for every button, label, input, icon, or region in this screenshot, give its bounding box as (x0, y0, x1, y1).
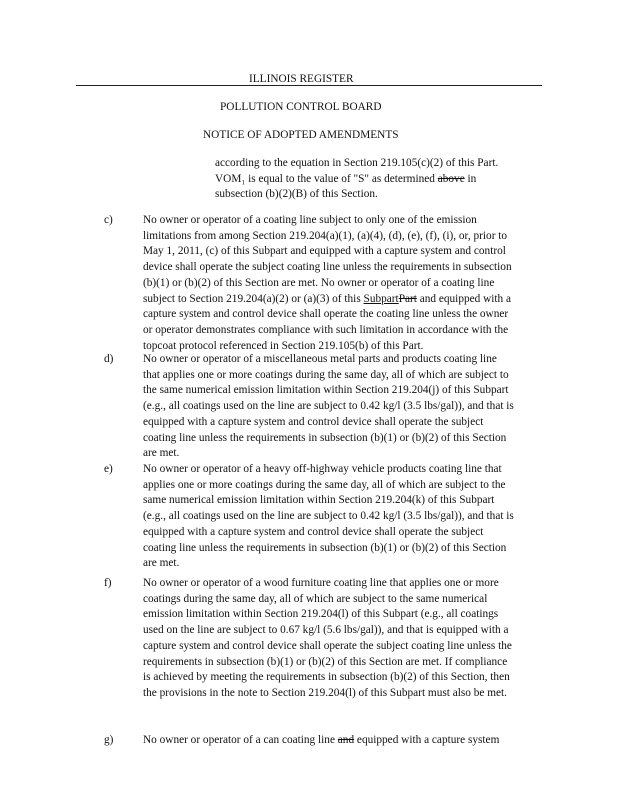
text-line (143, 292, 521, 308)
text-line: (b)(1) or (b)(2) of this Section are met. No owner or operator of a coating line (143, 276, 495, 289)
paragraph-marker-f: f) (104, 577, 112, 589)
paragraph-marker-e: e) (104, 463, 113, 475)
text-line: limitations from among Section 219.204(a)(1), (a)(4), (d), (e), (f), (i), or, prior to (143, 229, 508, 242)
text-line: capture system and control device shall operate the coating line unless the owner (143, 308, 509, 321)
text-line: topcoat protocol referenced in Section 219.105(b) of this Part. (143, 339, 424, 352)
paragraph-g (143, 733, 521, 749)
text-line: the provisions in the note to Section 219.204(l) of this Subpart must also be met. (143, 686, 507, 699)
text-line: No owner or operator of a wood furniture coating line that applies one or more (143, 577, 499, 589)
paragraph-d (143, 352, 521, 462)
text-line: (e.g., all coatings used on the line are subject to 0.42 kg/l (3.5 lbs/gal)), and that is (143, 400, 514, 413)
text-line: the same numerical emission limitation within Section 219.204(j) of this Subpart (143, 384, 509, 397)
text-line: No owner or operator of a coating line subject to only one of the emission (143, 214, 477, 226)
text-line: or operator demonstrates compliance with such limitation in accordance with the (143, 323, 509, 336)
paragraph-marker-c: c) (104, 214, 113, 226)
text-line: emission limitation within Section 219.204(l) of this Subpart (e.g., all coatings (143, 608, 499, 621)
text-line: equipped with a capture system and control device shall operate the subject (143, 415, 484, 428)
text-line: applies one or more coatings during the same day, all of which are subject to the (143, 478, 506, 491)
text-line (143, 733, 521, 749)
paragraph-e (143, 462, 521, 572)
inserted-text: Subpart (363, 292, 399, 305)
text-line (215, 172, 525, 188)
text-line: according to the equation in Section 219.105(c)(2) of this Part. (215, 157, 499, 169)
deleted-text: Part (398, 292, 417, 305)
paragraph-marker-g: g) (104, 734, 114, 746)
notice-title: NOTICE OF ADOPTED AMENDMENTS (203, 129, 399, 141)
deleted-text: above (437, 172, 465, 185)
text-line: No owner or operator of a heavy off-highway vehicle products coating line that (143, 463, 502, 475)
text-line: coatings during the same day, all of which are subject to the same numerical (143, 592, 488, 605)
text-line: May 1, 2011, (c) of this Subpart and equipped with a capture system and control (143, 245, 506, 258)
text-run: and equipped with a (416, 292, 512, 305)
text-line: are met. (143, 447, 180, 460)
text-line: that applies one or more coatings during the same day, all of which are subject to (143, 368, 509, 381)
text-run: subject to Section 219.204(a)(2) or (a)(3) of this (143, 292, 364, 305)
text-line: coating line unless the requirements in subsection (b)(1) or (b)(2) of this Section (143, 431, 507, 444)
deleted-text: and (337, 734, 355, 746)
text-line: same numerical emission limitation within Section 219.204(k) of this Subpart (143, 494, 495, 507)
register-title: ILLINOIS REGISTER (249, 73, 354, 85)
board-title: POLLUTION CONTROL BOARD (220, 101, 382, 113)
text-run: VOM₁ is equal to the value of "S" as determined (215, 172, 438, 185)
paragraph-f (143, 576, 521, 702)
text-run: in (464, 172, 477, 185)
text-line: (e.g., all coatings used on the line are subject to 0.42 kg/l (3.5 lbs/gal)), and that is (143, 510, 514, 523)
text-line: coating line unless the requirements in subsection (b)(1) or (b)(2) of this Section (143, 541, 507, 554)
text-line: is achieved by meeting the requirements in subsection (b)(2) of this Section, then (143, 671, 510, 684)
text-line: device shall operate the subject coating line unless the requirements in subsection (143, 261, 512, 274)
text-line: equipped with a capture system and control device shall operate the subject (143, 525, 484, 538)
text-line: capture system and control device shall operate the subject coating line unless the (143, 639, 512, 652)
paragraph-c (143, 213, 521, 354)
paragraph-marker-d: d) (104, 353, 114, 365)
text-run: equipped with a capture system (354, 734, 500, 746)
text-run: No owner or operator of a can coating line (143, 734, 338, 746)
text-line: requirements in subsection (b)(1) or (b)(2) of this Section are met. If compliance (143, 655, 508, 668)
continuation-paragraph (215, 156, 525, 203)
text-line: are met. (143, 557, 180, 570)
text-line: No owner or operator of a miscellaneous metal parts and products coating line (143, 353, 497, 365)
text-line: subsection (b)(2)(B) of this Section. (215, 188, 378, 201)
text-line: used on the line are subject to 0.67 kg/l (5.6 lbs/gal)), and that is equipped with a (143, 624, 509, 637)
